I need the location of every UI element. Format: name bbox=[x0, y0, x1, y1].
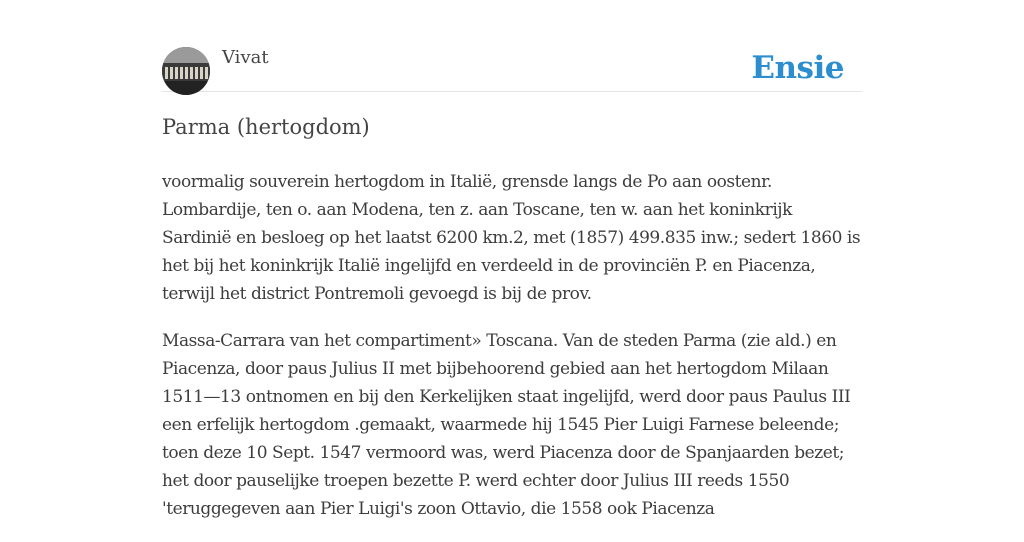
article-body bbox=[162, 168, 864, 542]
header bbox=[162, 45, 862, 92]
article-paragraph: voormalig souverein hertogdom in Italië, grensde langs de Po aan oostenr. Lombardije, ten o. aan Modena, ten z. aan Toscane, ten w. aan het koninkrijk Sardinië en besloeg op het laatst 6200 km.2, met (1857) 499.835 inw.; sedert 1860 is het bij het koninkrijk Italië ingelijfd en verdeeld in de provinciën P. en Piacenza, terwijl het district Pontremoli gevoegd is bij de prov. bbox=[162, 172, 861, 304]
author-avatar[interactable] bbox=[162, 47, 210, 95]
author-name[interactable]: Vivat bbox=[222, 47, 269, 68]
typewriter-keys-avatar-icon bbox=[162, 47, 210, 95]
article-paragraph: Massa-Carrara van het compartiment» Toscana. Van de steden Parma (zie ald.) en Piacenza, door paus Julius II met bijbehoorend gebied aan het hertogdom Milaan 1511—13 ontnomen en bij den Kerkelijken staat ingelijfd, werd door paus Paulus III een erfelijk hertogdom .gemaakt, waarmede hij 1545 Pier Luigi Farnese beleende; toen deze 10 Sept. 1547 vermoord was, werd Piacenza door de Spanjaarden bezet; het door pauselijke troepen bezette P. werd echter door Julius III reeds 1550 'teruggegeven aan Pier Luigi's zoon Ottavio, die 1558 ook Piacenza bbox=[162, 331, 851, 519]
ensie-logo[interactable]: Ensie bbox=[751, 50, 844, 86]
page-title: Parma (hertogdom) bbox=[162, 115, 370, 139]
